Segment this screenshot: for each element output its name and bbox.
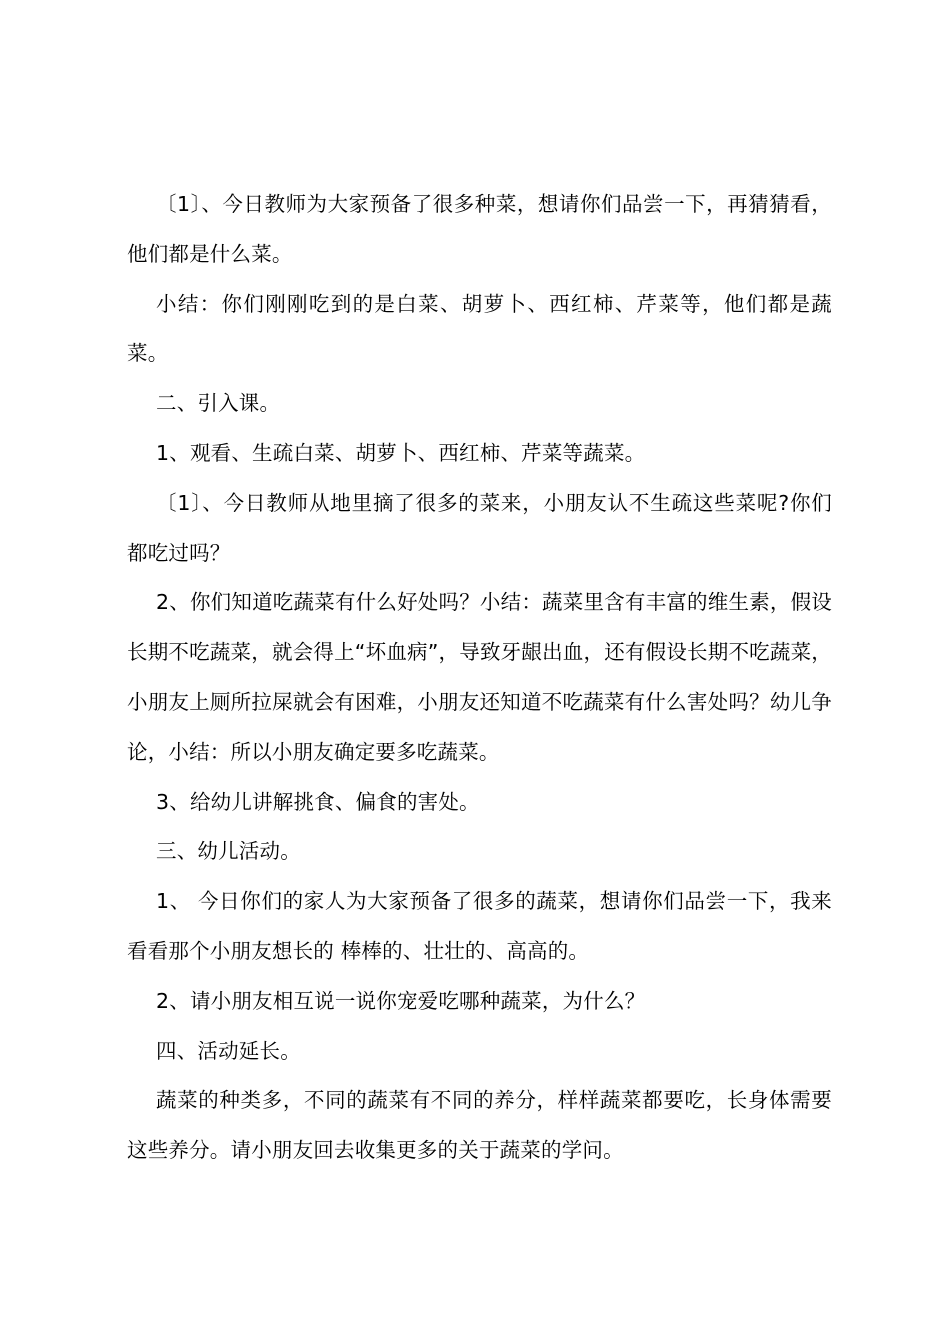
paragraph-family-vegetables: 1、 今日你们的家人为大家预备了很多的蔬菜，想请你们品尝一下，我来看看那个小朋友想长的 棒棒的、壮壮的、高高的。 bbox=[127, 889, 832, 963]
section-heading-activity-extension: 四、活动延长。 bbox=[156, 1038, 301, 1063]
paragraph-benefits-of-vegetables: 2、你们知道吃蔬菜有什么好处吗？小结：蔬菜里含有丰富的维生素，假设长期不吃蔬菜，就会得上“坏血病”，导致牙龈出血，还有假设长期不吃蔬菜，小朋友上厕所拉屎就会有困难，小朋友还知道不吃蔬菜有什么害处吗？幼儿争论，小结：所以小朋友确定要多吃蔬菜。 bbox=[127, 590, 832, 764]
paragraph-observe-vegetables: 1、观看、生疏白菜、胡萝卜、西红柿、芹菜等蔬菜。 bbox=[156, 440, 646, 465]
document-body bbox=[127, 180, 832, 1176]
paragraph-teacher-picked-vegetables: 〔1〕、今日教师从地里摘了很多的菜来，小朋友认不生疏这些菜呢?你们都吃过吗？ bbox=[127, 490, 832, 565]
paragraph-summary-vegetables: 小结：你们刚刚吃到的是白菜、胡萝卜、西红柿、芹菜等，他们都是蔬菜。 bbox=[127, 291, 832, 366]
paragraph-picky-eating: 3、给幼儿讲解挑食、偏食的害处。 bbox=[156, 789, 480, 814]
section-heading-intro-lesson: 二、引入课。 bbox=[156, 391, 281, 416]
section-heading-child-activity: 三、幼儿活动。 bbox=[156, 839, 301, 864]
paragraph-tasting-intro: 〔1〕、今日教师为大家预备了很多种菜，想请你们品尝一下，再猜猜看，他们都是什么菜。 bbox=[127, 192, 832, 266]
paragraph-favorite-vegetable: 2、请小朋友相互说一说你宠爱吃哪种蔬菜，为什么？ bbox=[156, 988, 646, 1013]
paragraph-vegetable-nutrition: 蔬菜的种类多，不同的蔬菜有不同的养分，样样蔬菜都要吃，长身体需要这些养分。请小朋友回去收集更多的关于蔬菜的学问。 bbox=[127, 1088, 832, 1163]
